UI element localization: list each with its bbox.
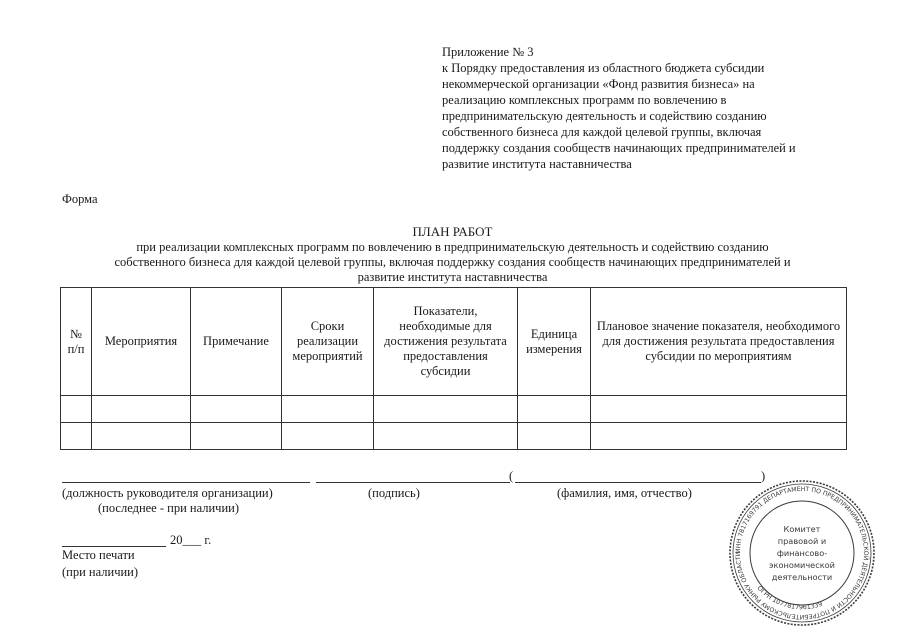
- date-line[interactable]: [62, 546, 166, 547]
- table-row: [61, 396, 847, 423]
- plan-subtitle: [40, 240, 865, 285]
- name-close-paren: ): [761, 469, 766, 483]
- stamp-ogrn: ОГРН 1077817961339: [755, 583, 824, 612]
- form-label: Форма: [62, 192, 98, 206]
- table-header-row: [61, 288, 847, 396]
- table-cell[interactable]: [591, 423, 847, 450]
- appendix-block: [442, 44, 862, 172]
- table-cell[interactable]: [518, 423, 591, 450]
- plan-subtitle-line: при реализации комплексных программ по вовлечению в предпринимательскую деятельность и содействию созданию: [136, 240, 769, 254]
- table-cell[interactable]: [374, 423, 518, 450]
- name-label: (фамилия, имя, отчество): [557, 486, 692, 500]
- plan-subtitle-line: собственного бизнеса для каждой целевой группы, включая поддержку создания сообществ начинающих предпринимателей и: [114, 255, 791, 269]
- header-note: Примечание: [191, 288, 282, 396]
- stamp-outer-text: ИНН 7817169791 ДЕПАРТАМЕНТ ПО ПРЕДПРИНИМАТЕЛЬСКОЙ ДЕЯТЕЛЬНОСТИ И ПОТРЕБИТЕЛЬСКОМУ РЫНКУ ОБЛАСТИ: [734, 485, 870, 621]
- table-cell[interactable]: [61, 396, 92, 423]
- stamp-inner-line: финансово-: [776, 548, 828, 558]
- table-cell[interactable]: [191, 423, 282, 450]
- plan-table: [60, 287, 847, 450]
- appendix-line: к Порядку предоставления из областного бюджета субсидии: [442, 61, 765, 75]
- table-cell[interactable]: [591, 396, 847, 423]
- name-signature-line[interactable]: [515, 482, 761, 483]
- table-cell[interactable]: [92, 423, 191, 450]
- official-stamp: [727, 478, 877, 628]
- name-open-paren: (: [509, 469, 514, 483]
- appendix-line: некоммерческой организации «Фонд развития бизнеса» на: [442, 77, 755, 91]
- table-cell[interactable]: [282, 423, 374, 450]
- table-cell[interactable]: [92, 396, 191, 423]
- signature-line[interactable]: [316, 482, 510, 483]
- header-unit: Единица измерения: [518, 288, 591, 396]
- seal-place-note: (при наличии): [62, 565, 139, 579]
- header-number: № п/п: [61, 288, 92, 396]
- table-cell[interactable]: [282, 396, 374, 423]
- seal-place-label: Место печати: [62, 548, 135, 562]
- signature-label: (подпись): [368, 486, 420, 500]
- header-indicators: Показатели, необходимые для достижения результата предоставления субсидии: [374, 288, 518, 396]
- appendix-line: предпринимательскую деятельность и содействию созданию: [442, 109, 767, 123]
- appendix-line: Приложение № 3: [442, 45, 534, 59]
- stamp-inner-line: Комитет: [783, 524, 821, 534]
- appendix-line: собственного бизнеса для каждой целевой группы, включая: [442, 125, 762, 139]
- plan-subtitle-line: развитие института наставничества: [357, 270, 548, 284]
- stamp-inner-line: деятельности: [771, 572, 833, 582]
- table-cell[interactable]: [191, 396, 282, 423]
- stamp-inner-line: правовой и: [777, 536, 827, 546]
- header-activities: Мероприятия: [92, 288, 191, 396]
- header-timeline: Сроки реализации мероприятий: [282, 288, 374, 396]
- table-cell[interactable]: [61, 423, 92, 450]
- appendix-line: поддержку создания сообществ начинающих предпринимателей и: [442, 141, 796, 155]
- appendix-line: реализацию комплексных программ по вовлечению в: [442, 93, 727, 107]
- position-label: (должность руководителя организации): [62, 486, 273, 500]
- appendix-line: развитие института наставничества: [442, 157, 632, 171]
- plan-title: ПЛАН РАБОТ: [412, 224, 493, 239]
- header-planned-value: Плановое значение показателя, необходимого для достижения результата предоставления субсидии по мероприятиям: [591, 288, 847, 396]
- date-year: 20___ г.: [170, 533, 212, 547]
- stamp-inner-line: экономической: [769, 560, 835, 570]
- table-cell[interactable]: [518, 396, 591, 423]
- position-signature-line[interactable]: [62, 482, 310, 483]
- table-cell[interactable]: [374, 396, 518, 423]
- position-note: (последнее - при наличии): [98, 501, 239, 515]
- table-row: [61, 423, 847, 450]
